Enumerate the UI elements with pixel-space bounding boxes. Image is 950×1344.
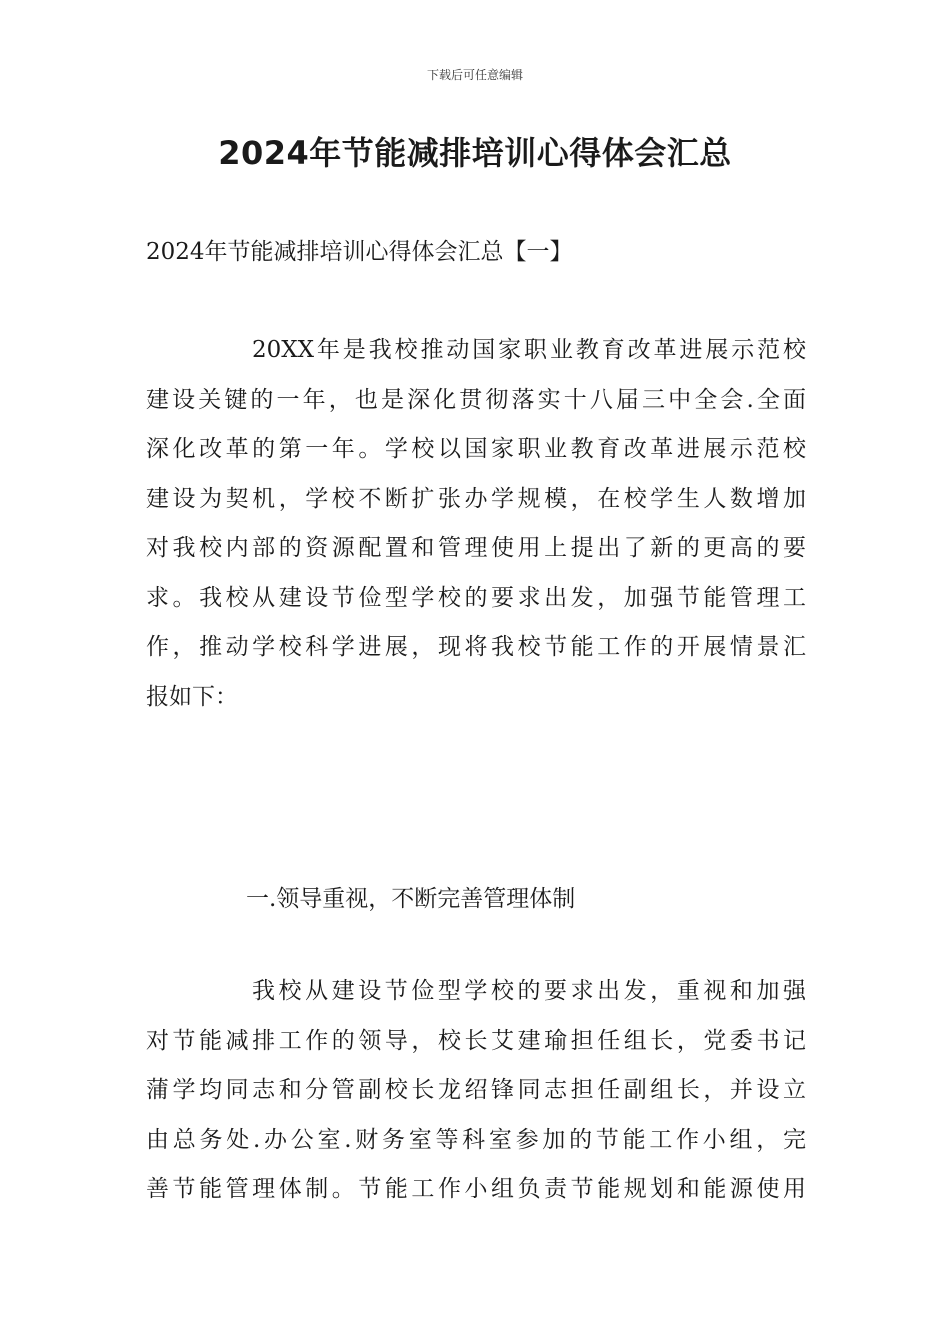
section-title: 2024年节能减排培训心得体会汇总【一】 — [146, 239, 573, 265]
paragraph-intro — [146, 326, 806, 722]
paragraph-line: 作，推动学校科学进展，现将我校节能工作的开展情景汇 — [146, 634, 806, 660]
paragraph-line: 对节能减排工作的领导，校长艾建瑜担任组长，党委书记 — [146, 1027, 806, 1054]
paragraph-line: 蒲学均同志和分管副校长龙绍锋同志担任副组长，并设立 — [146, 1077, 806, 1103]
paragraph-line: 我校从建设节俭型学校的要求出发，重视和加强 — [252, 978, 806, 1004]
paragraph-line: 建设为契机，学校不断扩张办学规模，在校学生人数增加 — [146, 485, 806, 512]
paragraph-line: 报如下： — [146, 683, 238, 710]
paragraph-line: 善节能管理体制。节能工作小组负责节能规划和能源使用 — [146, 1176, 806, 1202]
paragraph-line: 对我校内部的资源配置和管理使用上提出了新的更高的要 — [146, 535, 806, 561]
paragraph-line: 建设关键的一年，也是深化贯彻落实十八届三中全会.全面 — [146, 386, 806, 413]
paragraph-line: 深化改革的第一年。学校以国家职业教育改革进展示范校 — [146, 436, 806, 462]
paragraph-line: 20XX年是我校推动国家职业教育改革进展示范校 — [252, 337, 806, 363]
document-title: 2024年节能减排培训心得体会汇总 — [218, 134, 732, 172]
paragraph-line: 由总务处.办公室.财务室等科室参加的节能工作小组，完 — [146, 1126, 806, 1153]
subheading-leadership: 一.领导重视，不断完善管理体制 — [246, 886, 576, 912]
paragraph-line: 求。我校从建设节俭型学校的要求出发，加强节能管理工 — [146, 584, 806, 611]
header-note: 下载后可任意编辑 — [426, 68, 523, 82]
paragraph-leadership — [146, 967, 806, 1215]
